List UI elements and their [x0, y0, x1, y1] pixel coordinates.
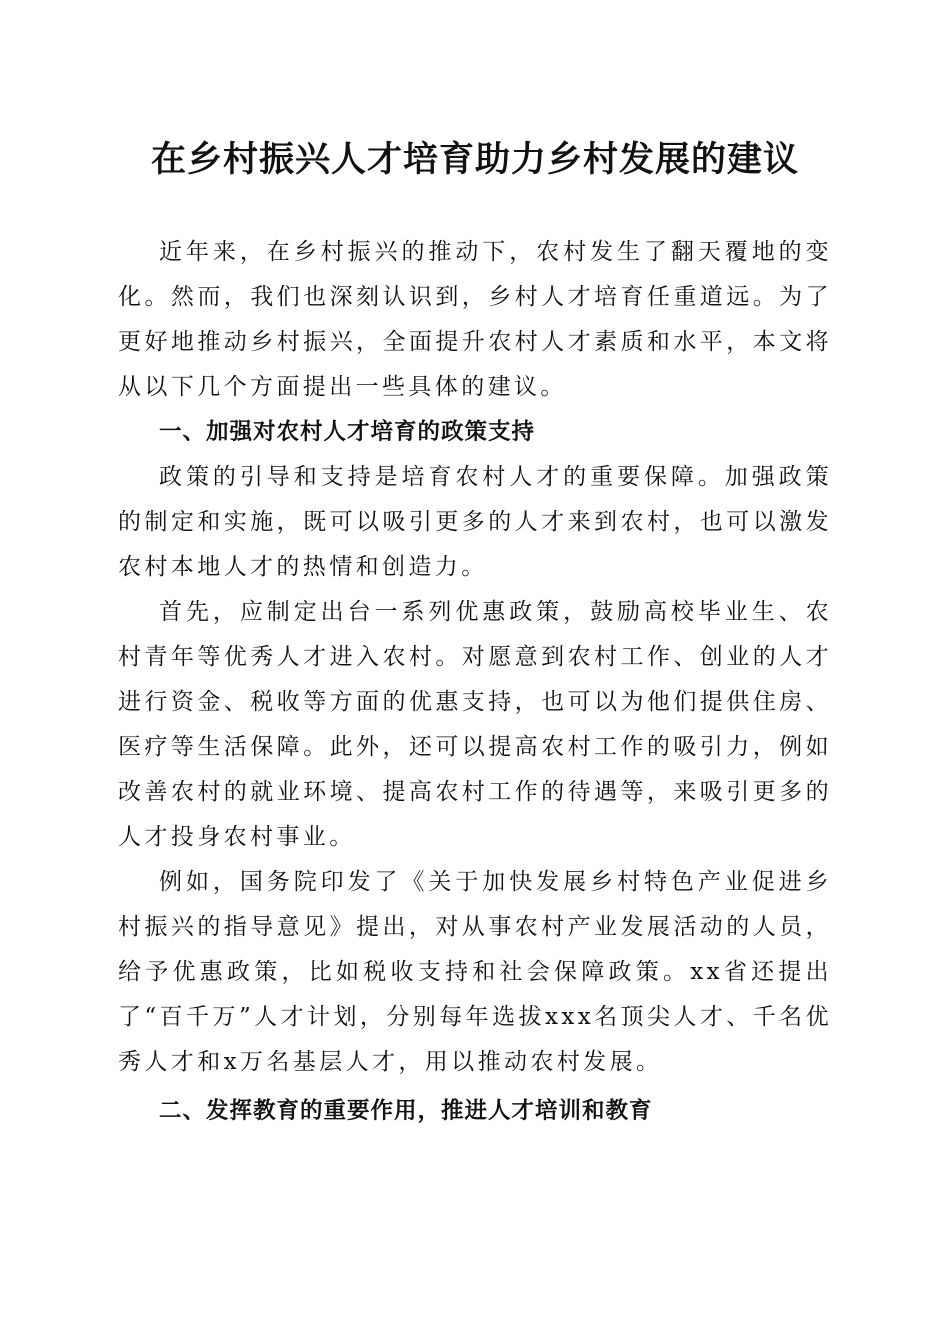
document-body	[118, 230, 832, 1134]
example-paragraph: 例如，国务院印发了《关于加快发展乡村特色产业促进乡村振兴的指导意见》提出，对从事农村产业发展活动的人员，给予优惠政策，比如税收支持和社会保障政策。xx省还提出了“百千万”人才计划，分别每年选拔xxx名顶尖人才、千名优秀人才和x万名基层人才，用以推动农村发展。	[118, 869, 832, 1075]
policy-paragraph: 政策的引导和支持是培育农村人才的重要保障。加强政策的制定和实施，既可以吸引更多的人才来到农村，也可以激发农村本地人才的热情和创造力。	[118, 464, 832, 580]
section-heading-2: 二、发挥教育的重要作用，推进人才培训和教育	[159, 1098, 653, 1124]
section-heading-1: 一、加强对农村人才培育的政策支持	[159, 419, 536, 445]
document-title: 在乡村振兴人才培育助力乡村发展的建议	[150, 139, 799, 180]
first-paragraph: 首先，应制定出台一系列优惠政策，鼓励高校毕业生、农村青年等优秀人才进入农村。对愿意到农村工作、创业的人才进行资金、税收等方面的优惠支持，也可以为他们提供住房、医疗等生活保障。此外，还可以提高农村工作的吸引力，例如改善农村的就业环境、提高农村工作的待遇等，来吸引更多的人才投身农村事业。	[118, 599, 832, 850]
intro-paragraph: 近年来，在乡村振兴的推动下，农村发生了翻天覆地的变化。然而，我们也深刻认识到，乡村人才培育任重道远。为了更好地推动乡村振兴，全面提升农村人才素质和水平，本文将从以下几个方面提出一些具体的建议。	[118, 239, 832, 400]
